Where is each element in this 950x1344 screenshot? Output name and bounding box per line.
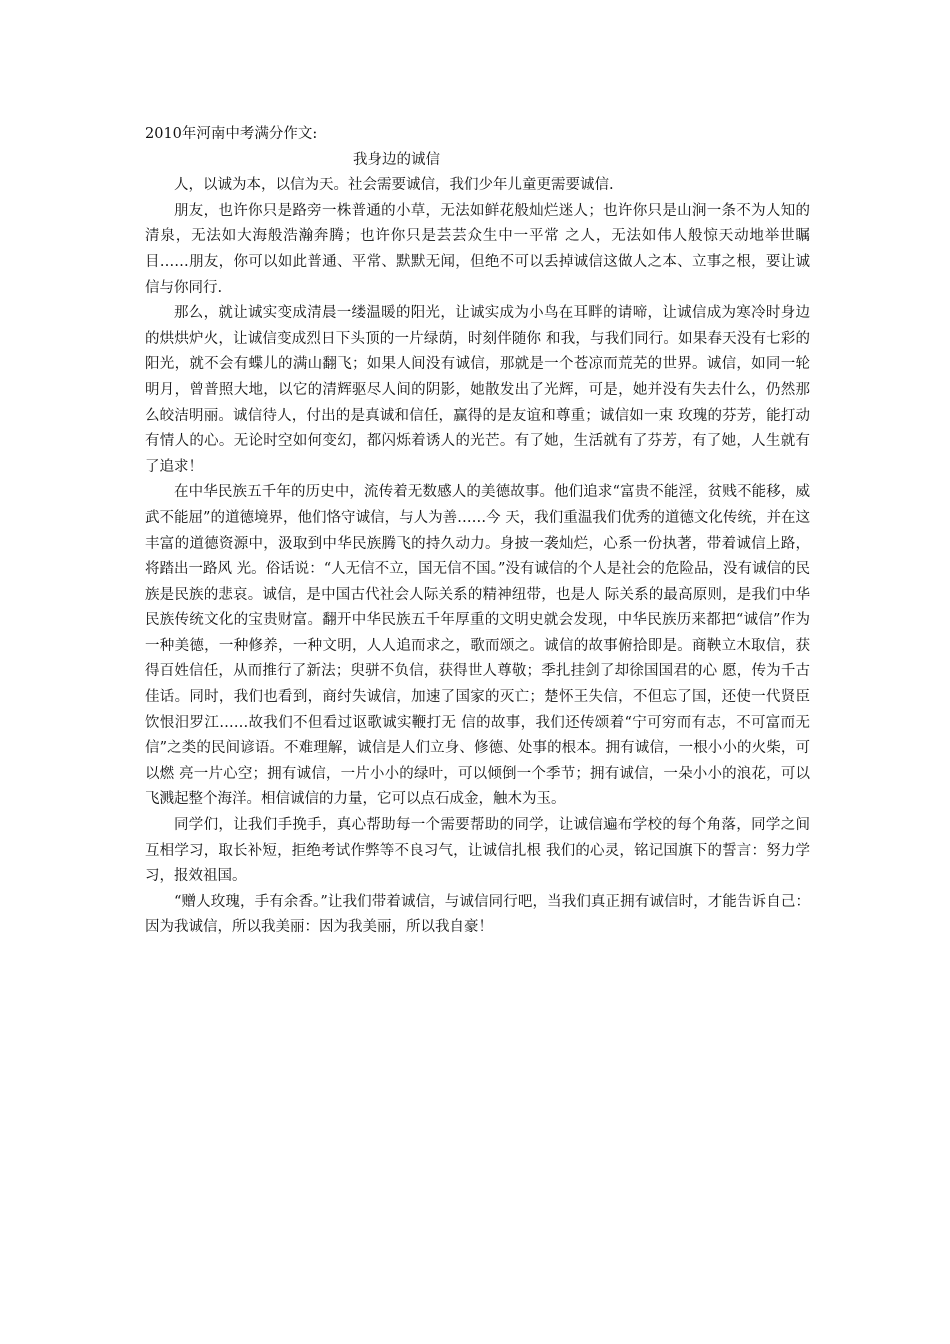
paragraph-2: 朋友，也许你只是路旁一株普通的小草，无法如鲜花般灿烂迷人；也许你只是山涧一条不为人知的清泉，无法如大海般浩瀚奔腾；也许你只是芸芸众生中一平常 之人，无法如伟人般惊天动地举世瞩目……朋友，你可以如此普通、平常、默默无闻，但绝不可以丢掉诚信这做人之本、立事之根，要让诚信与你同行. [145, 202, 810, 296]
essay-heading: 2010年河南中考满分作文: [145, 126, 318, 142]
essay-title: 我身边的诚信 [353, 151, 440, 168]
paragraph-5: 同学们，让我们手挽手，真心帮助每一个需要帮助的同学，让诚信遍布学校的每个角落，同学之间互相学习，取长补短，拒绝考试作弊等不良习气，让诚信扎根 我们的心灵，铭记国旗下的誓言：努力学习，报效祖国。 [145, 817, 810, 885]
paragraph-4: 在中华民族五千年的历史中，流传着无数感人的美德故事。他们追求“富贵不能淫，贫贱不能移，威武不能屈”的道德境界，他们恪守诚信，与人为善……今 天，我们重温我们优秀的道德文化传统，并在这丰富的道德资源中，汲取到中华民族腾飞的持久动力。身披一袭灿烂，心系一份执著，带着诚信上路，将踏出一路风 光。俗话说：“人无信不立，国无信不国。”没有诚信的个人是社会的危险品，没有诚信的民族是民族的悲哀。诚信，是中国古代社会人际关系的精神纽带，也是人 际关系的最高原则，是我们中华民族传统文化的宝贵财富。翻开中华民族五千年厚重的文明史就会发现，中华民族历来都把“诚信”作为一种美德，一种修养，一种文明，人人追而求之，歌而颂之。诚信的故事俯拾即是。商鞅立木取信，获得百姓信任，从而推行了新法；臾骈不负信，获得世人尊敬；季扎挂剑了却徐国国君的心 愿，传为千古佳话。同时，我们也看到，商纣失诚信，加速了国家的灭亡；楚怀王失信，不但忘了国，还使一代贤臣饮恨汨罗江……故我们不但看过讴歌诚实鞭打无 信的故事，我们还传颂着“宁可穷而有志，不可富而无信”之类的民间谚语。不难理解，诚信是人们立身、修德、处事的根本。拥有诚信，一根小小的火柴，可以燃 亮一片心空；拥有诚信，一片小小的绿叶，可以倾倒一个季节；拥有诚信，一朵小小的浪花，可以飞溅起整个海洋。相信诚信的力量，它可以点石成金，触木为玉。 [145, 484, 810, 808]
paragraph-1: 人，以诚为本，以信为天。社会需要诚信，我们少年儿童更需要诚信. [174, 177, 614, 194]
paragraph-3: 那么，就让诚实变成清晨一缕温暖的阳光，让诚实成为小鸟在耳畔的请啼，让诚信成为寒冷时身边的烘烘炉火，让诚信变成烈日下头顶的一片绿荫，时刻伴随你 和我，与我们同行。如果春天没有七彩的阳光，就不会有蝶儿的满山翻飞；如果人间没有诚信，那就是一个苍凉而荒芜的世界。诚信，如同一轮明月，曾普照大地，以它的清辉驱尽人间的阴影，她散发出了光辉，可是，她并没有失去什么，仍然那么皎洁明丽。诚信待人，付出的是真诚和信任，赢得的是友谊和尊重；诚信如一束 玫瑰的芬芳，能打动有情人的心。无论时空如何变幻，都闪烁着诱人的光芒。有了她，生活就有了芬芳，有了她，人生就有了追求！ [145, 305, 810, 475]
paragraph-6: “赠人玫瑰，手有余香。”让我们带着诚信，与诚信同行吧，当我们真正拥有诚信时，才能告诉自己：因为我诚信，所以我美丽：因为我美丽，所以我自豪！ [145, 893, 810, 936]
essay-body [145, 122, 810, 941]
